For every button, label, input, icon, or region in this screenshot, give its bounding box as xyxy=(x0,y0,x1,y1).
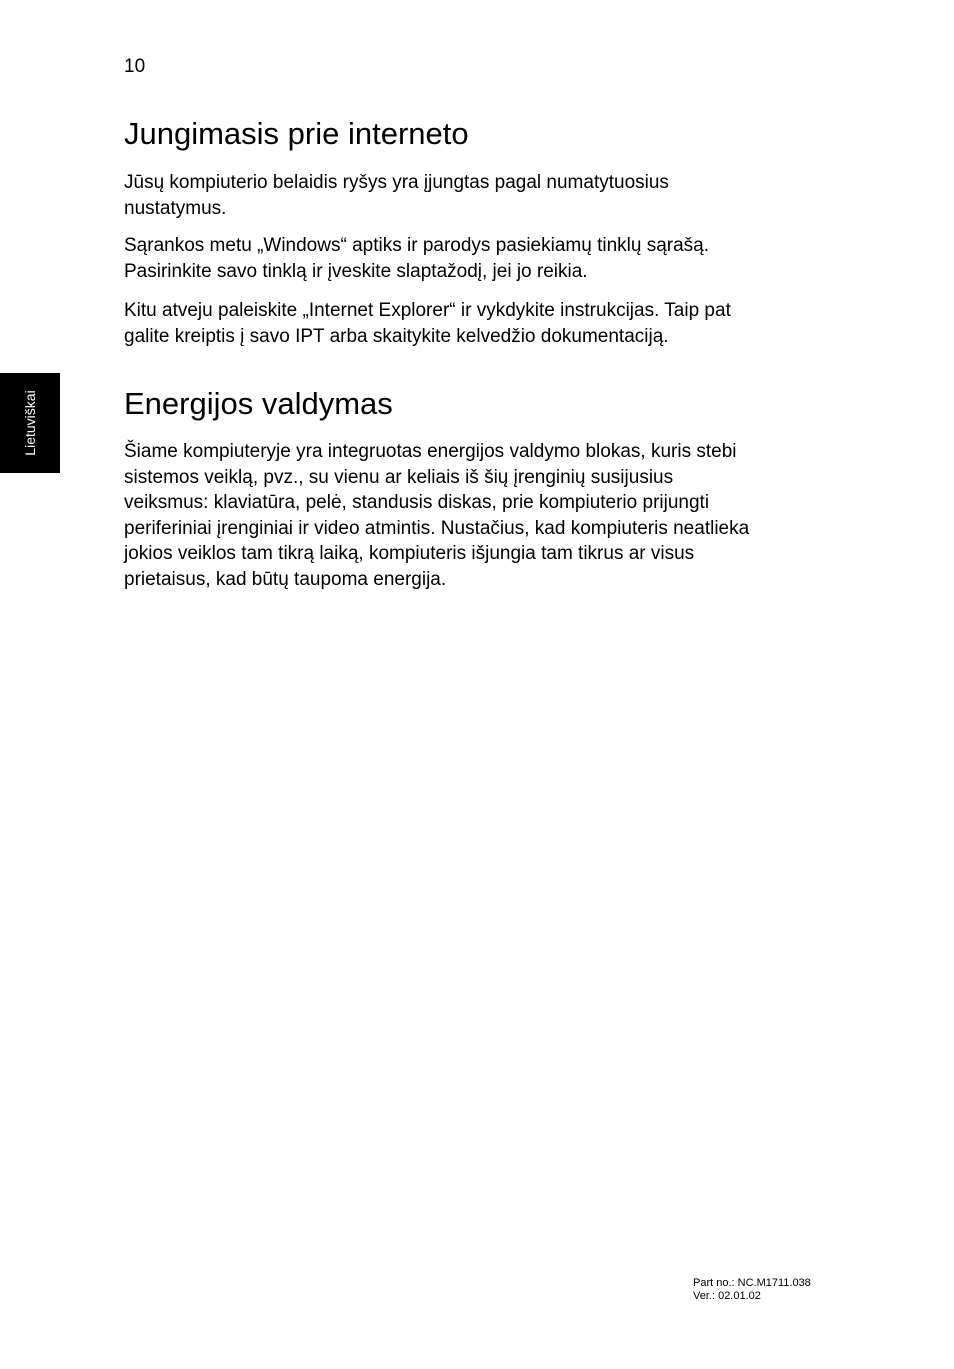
footer-part-number: Part no.: NC.M1711.038 xyxy=(693,1277,811,1289)
paragraph-line: Kitu atveju paleiskite „Internet Explorer“ ir vykdykite instrukcijas. Taip pat xyxy=(124,300,731,321)
language-side-tab-label: Lietuviškai xyxy=(22,390,38,456)
paragraph-line: galite kreiptis į savo IPT arba skaitykite kelvedžio dokumentaciją. xyxy=(124,325,669,347)
paragraph-line: prietaisus, kad būtų taupoma energija. xyxy=(124,568,447,590)
paragraph-internet-explorer xyxy=(124,298,731,349)
paragraph-line: Šiame kompiuteryje yra integruotas energijos valdymo blokas, kuris stebi xyxy=(124,441,737,462)
language-side-tab xyxy=(0,373,60,473)
section-title-power: Energijos valdymas xyxy=(124,386,393,421)
footer-part-info xyxy=(693,1277,811,1303)
page-number: 10 xyxy=(124,56,146,77)
paragraph-line: Sąrankos metu „Windows“ aptiks ir parodys pasiekiamų tinklų sąrašą. xyxy=(124,235,710,256)
section-title-internet: Jungimasis prie interneto xyxy=(124,116,469,151)
paragraph-line: jokios veiklos tam tikrą laiką, kompiuteris išjungia tam tikrus ar visus xyxy=(124,543,695,564)
paragraph-line: veiksmus: klaviatūra, pelė, standusis diskas, prie kompiuterio prijungti xyxy=(124,492,710,513)
paragraph-line: Jūsų kompiuterio belaidis ryšys yra įjungtas pagal numatytuosius xyxy=(124,172,669,193)
paragraph-line: periferiniai įrenginiai ir video atmintis. Nustačius, kad kompiuteris neatlieka xyxy=(124,517,750,539)
footer-version: Ver.: 02.01.02 xyxy=(693,1290,761,1302)
paragraph-line: nustatymus. xyxy=(124,197,227,219)
paragraph-power-management xyxy=(124,439,749,592)
paragraph-wireless-default xyxy=(124,170,669,221)
paragraph-line: sistemos veiklą, pvz., su vienu ar keliais iš šių įrenginių susijusius xyxy=(124,466,674,488)
paragraph-network-setup xyxy=(124,233,709,284)
paragraph-line: Pasirinkite savo tinklą ir įveskite slaptažodį, jei jo reikia. xyxy=(124,260,588,282)
